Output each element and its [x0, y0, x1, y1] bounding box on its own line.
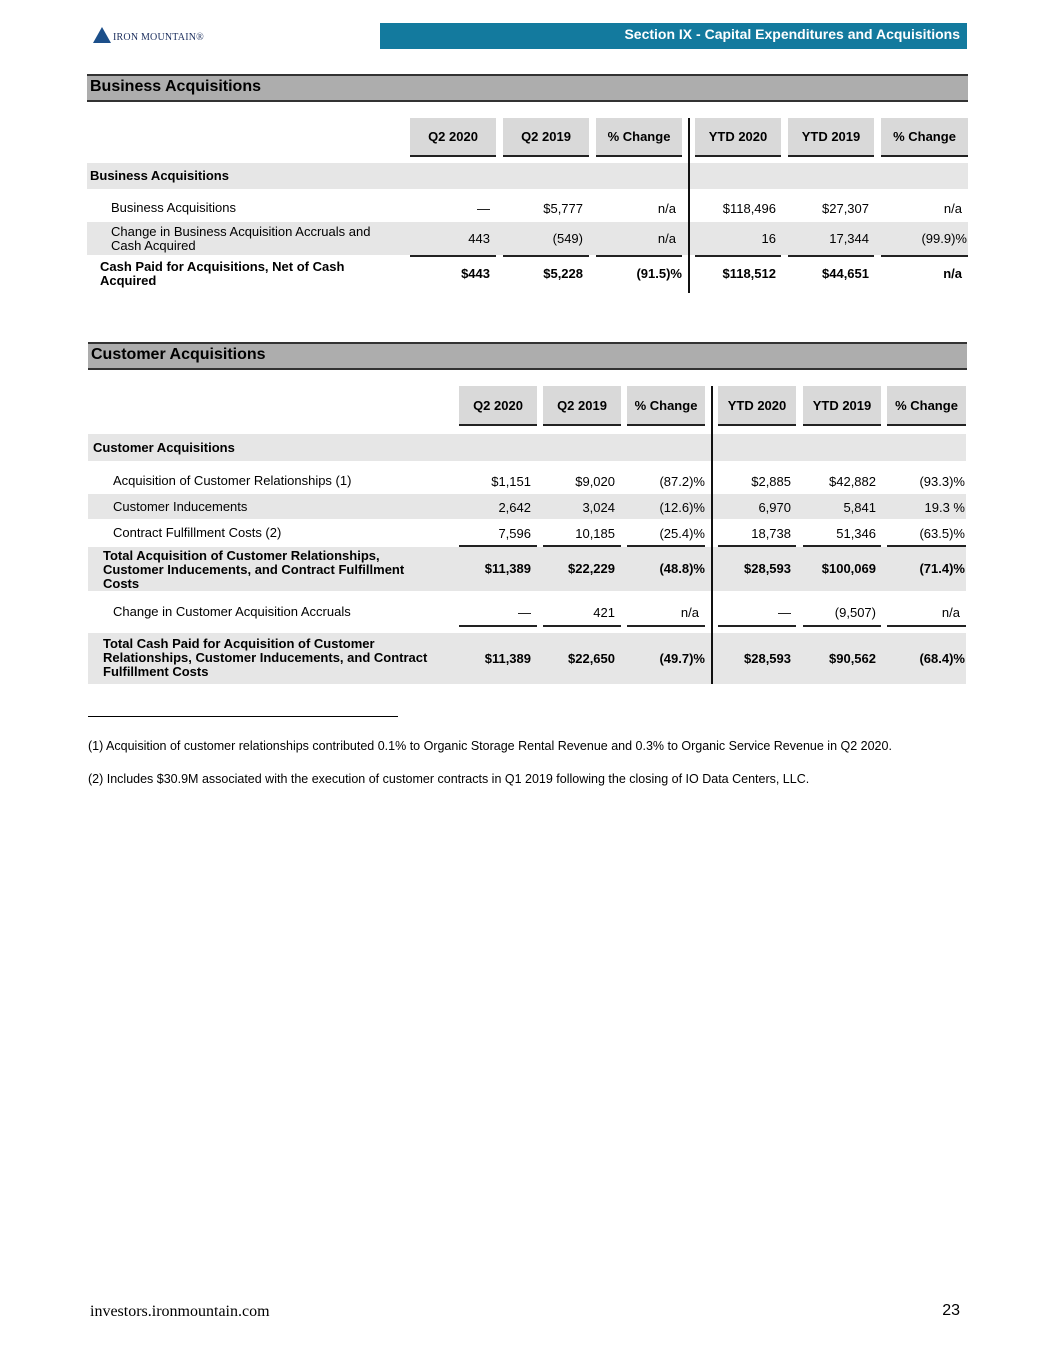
table-cell: $44,651 [822, 266, 869, 281]
table-cell: n/a [941, 605, 960, 620]
total-rule [803, 625, 881, 627]
total-rule [627, 625, 705, 627]
total-rule [881, 255, 968, 257]
row-label: Cash Paid for Acquisitions, Net of Cash Acquired [100, 259, 345, 288]
mountain-logo-icon [93, 27, 111, 43]
table-cell: (91.5)% [636, 266, 682, 281]
table-cell: $28,593 [744, 561, 791, 576]
page-number: 23 [942, 1302, 960, 1319]
row-label: Change in Business Acquisition Accruals and Cash Acquired [111, 224, 371, 253]
group-label: Business Acquisitions [90, 168, 229, 183]
total-rule [718, 625, 796, 627]
table-cell: 421 [593, 605, 615, 620]
row-label: Total Acquisition of Customer Relationships, Customer Inducements, and Contract Fulfillment Costs [103, 548, 405, 591]
row-label: Customer Inducements [113, 499, 248, 514]
col-header-ytd-pct-change: % Change [887, 386, 966, 426]
table-cell: $100,069 [821, 561, 876, 576]
row-label: Business Acquisitions [111, 200, 237, 215]
total-rule [410, 255, 496, 257]
group-label: Customer Acquisitions [93, 440, 235, 455]
column-divider [711, 386, 713, 684]
table-cell: (48.8)% [659, 561, 705, 576]
table-cell: 443 [468, 231, 490, 246]
table-cell: $90,562 [829, 651, 876, 666]
table-cell: $118,496 [722, 201, 776, 216]
col-header-pct-change: % Change [596, 118, 682, 157]
total-rule [887, 625, 966, 627]
table-cell: $2,885 [751, 474, 791, 489]
col-header-q2-2020: Q2 2020 [410, 118, 496, 157]
business-acquisitions-title: Business Acquisitions [87, 74, 968, 102]
table-cell: (49.7)% [659, 651, 705, 666]
col-header-ytd-2020: YTD 2020 [718, 386, 796, 426]
total-rule [695, 255, 781, 257]
table-cell: n/a [680, 605, 699, 620]
table-cell: $9,020 [575, 474, 615, 489]
table-cell: n/a [943, 201, 962, 216]
table-cell: (93.3)% [919, 474, 965, 489]
iron-mountain-logo [93, 27, 203, 45]
table-cell: $27,307 [822, 201, 869, 216]
table-cell: (87.2)% [659, 474, 705, 489]
col-header-q2-2019: Q2 2019 [503, 118, 589, 157]
table-cell: n/a [943, 266, 962, 281]
footnote-1: (1) Acquisition of customer relationships contributed 0.1% to Organic Storage Rental Revenue and 0.3% to Organic Service Revenue in Q2 2020. [88, 739, 892, 753]
table-cell: $42,882 [829, 474, 876, 489]
table-cell: $11,389 [484, 561, 531, 576]
table-cell: 19.3 % [924, 500, 965, 515]
table-cell: $5,777 [543, 201, 583, 216]
table-cell: 51,346 [836, 526, 876, 541]
table-cell: — [477, 201, 490, 216]
customer-acquisitions-title: Customer Acquisitions [88, 342, 967, 370]
col-header-ytd-2019: YTD 2019 [803, 386, 881, 426]
table-cell: (549) [552, 231, 583, 246]
col-header-pct-change: % Change [627, 386, 705, 426]
table-cell: $443 [461, 266, 490, 281]
table-cell: (99.9)% [921, 231, 967, 246]
table-cell: — [518, 605, 531, 620]
footer-url[interactable]: investors.ironmountain.com [90, 1303, 270, 1320]
table-cell: $22,650 [568, 651, 615, 666]
row-label: Contract Fulfillment Costs (2) [113, 525, 282, 540]
table-cell: n/a [657, 231, 676, 246]
table-cell: 6,970 [758, 500, 791, 515]
total-rule [788, 255, 874, 257]
col-header-q2-2019: Q2 2019 [543, 386, 621, 426]
total-rule [596, 255, 682, 257]
row-label: Acquisition of Customer Relationships (1) [113, 473, 352, 488]
table-cell: (25.4)% [659, 526, 705, 541]
table-cell: 3,024 [582, 500, 615, 515]
table-cell: $22,229 [568, 561, 615, 576]
table-cell: $118,512 [722, 266, 776, 281]
col-header-ytd-pct-change: % Change [881, 118, 968, 157]
table-cell: 5,841 [843, 500, 876, 515]
table-cell: n/a [657, 201, 676, 216]
section-title-banner: Section IX - Capital Expenditures and Acquisitions [380, 23, 967, 49]
table-cell: — [778, 605, 791, 620]
table-cell: (12.6)% [659, 500, 705, 515]
logo-text: IRON MOUNTAIN® [113, 32, 204, 43]
total-rule [459, 625, 537, 627]
footnote-2: (2) Includes $30.9M associated with the execution of customer contracts in Q1 2019 following the closing of IO Data Centers, LLC. [88, 772, 810, 786]
table-cell: (71.4)% [919, 561, 965, 576]
col-header-ytd-2020: YTD 2020 [695, 118, 781, 157]
table-cell: (68.4)% [919, 651, 965, 666]
footnote-rule [88, 716, 398, 717]
table-cell: 7,596 [498, 526, 531, 541]
col-header-q2-2020: Q2 2020 [459, 386, 537, 426]
table-cell: $1,151 [491, 474, 531, 489]
total-rule [543, 625, 621, 627]
table-cell: $5,228 [543, 266, 583, 281]
column-divider [688, 118, 690, 293]
table-cell: $11,389 [484, 651, 531, 666]
col-header-ytd-2019: YTD 2019 [788, 118, 874, 157]
row-label: Total Cash Paid for Acquisition of Customer Relationships, Customer Inducements, and Contract Fulfillment Costs [103, 636, 428, 679]
row-label: Change in Customer Acquisition Accruals [113, 604, 351, 619]
table-cell: (63.5)% [919, 526, 965, 541]
table-cell: 17,344 [829, 231, 869, 246]
table-cell: 10,185 [575, 526, 615, 541]
total-rule [503, 255, 589, 257]
table-cell: 16 [761, 231, 776, 246]
table-cell: (9,507) [834, 605, 876, 620]
table-cell: 18,738 [751, 526, 791, 541]
table-cell: 2,642 [498, 500, 531, 515]
table-cell: $28,593 [744, 651, 791, 666]
